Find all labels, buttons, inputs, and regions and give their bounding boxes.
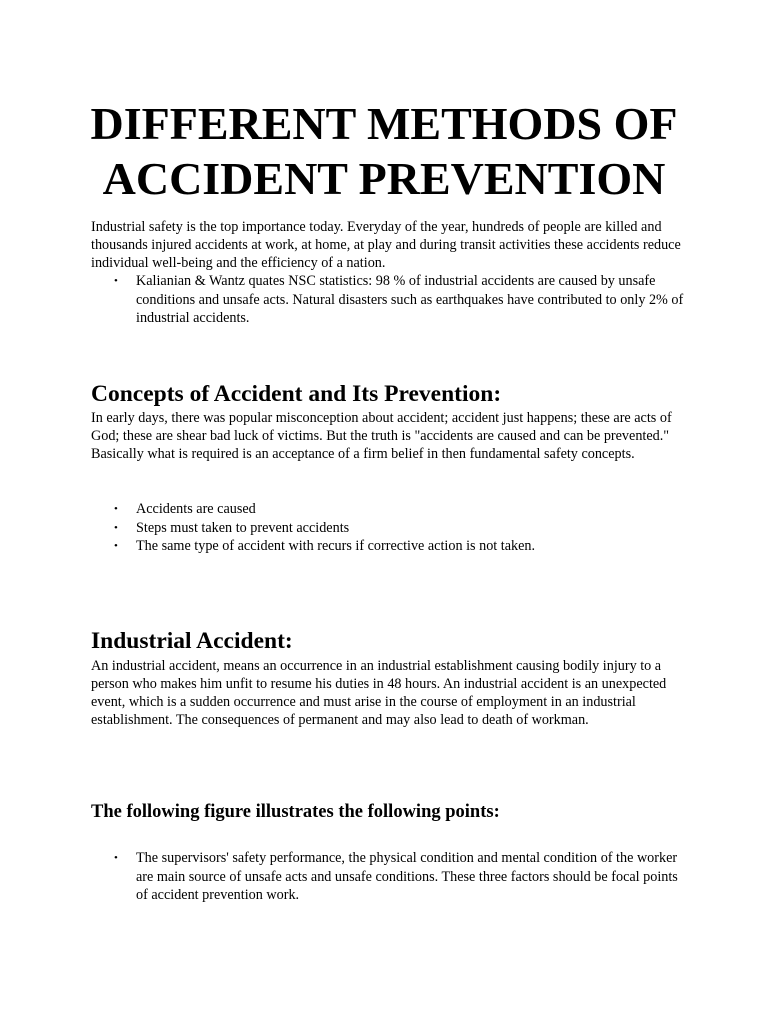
section-heading-figure: The following figure illustrates the following points: xyxy=(91,802,500,822)
industrial-accident-paragraph: An industrial accident, means an occurrence in an industrial establishment causing bodily injury to a person who makes him unfit to resume his duties in 48 hours. An industrial accident is an unexpected event, which is a sudden occurrence and must arise in the course of employment in an industrial establishment. The consequences of permanent and may also lead to death of workman. xyxy=(91,658,667,728)
list-item-text: Accidents are caused xyxy=(136,501,256,517)
section-heading-concepts: Concepts of Accident and Its Prevention: xyxy=(91,381,502,407)
list-item xyxy=(91,537,691,556)
list-item-text: Kalianian & Wantz quates NSC statistics: 98 % of industrial accidents are caused by unsafe conditions and unsafe acts. Natural disasters such as earthquakes have contributed to only 2% of industrial accidents. xyxy=(136,273,684,326)
list-item-text: Steps must taken to prevent accidents xyxy=(136,519,350,536)
title-line-2: ACCIDENT PREVENTION xyxy=(102,153,666,204)
bullet-icon: • xyxy=(114,503,118,515)
concepts-paragraph: In early days, there was popular misconception about accident; accident just happens; these are acts of God; these are shear bad luck of victims. But the truth is "accidents are caused and can be prevented." Basically what is required is an acceptance of a firm belief in then fundamental safety concepts. xyxy=(91,410,672,462)
list-item-text: The supervisors' safety performance, the physical condition and mental condition of the worker are main source of unsafe acts and unsafe conditions. These three factors should be focal points of accident prevention work. xyxy=(136,850,678,903)
intro-bullet-list xyxy=(91,272,691,328)
bullet-icon: • xyxy=(114,521,118,534)
document-title xyxy=(60,96,708,206)
list-item-text: The same type of accident with recurs if corrective action is not taken. xyxy=(136,538,536,554)
list-item xyxy=(91,849,691,905)
figure-bullet-list xyxy=(91,849,691,905)
bullet-icon: • xyxy=(114,540,118,552)
list-item xyxy=(91,272,691,328)
list-item xyxy=(91,500,691,519)
title-line-1: DIFFERENT METHODS OF xyxy=(90,98,678,149)
intro-paragraph: Industrial safety is the top importance today. Everyday of the year, hundreds of people are killed and thousands injured accidents at work, at home, at play and during transit activities these accidents reduce individual well-being and the efficiency of a nation. xyxy=(91,219,681,271)
concepts-bullet-list xyxy=(91,500,691,556)
bullet-icon: • xyxy=(114,275,118,287)
bullet-icon: • xyxy=(114,852,118,864)
list-item xyxy=(91,519,691,538)
section-heading-industrial-accident: Industrial Accident: xyxy=(91,628,293,654)
